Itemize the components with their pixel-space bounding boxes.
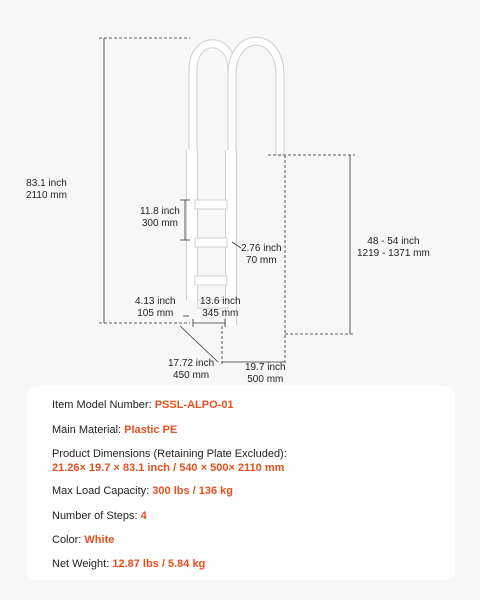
spec-steps-label: Number of Steps: [52,510,141,522]
spec-weight-label: Net Weight: [52,558,113,570]
bottom-offset-label: 4.13 inch 105 mm [135,296,176,319]
spec-model-value: PSSL-ALPO-01 [154,399,234,411]
base-width-label: 19.7 inch 500 mm [245,362,286,385]
spec-color-label: Color: [52,534,85,546]
spec-dimensions-value: 21.26× 19.7 × 83.1 inch / 540 × 500× 2110 mm [52,462,285,474]
spec-color-value: White [84,534,115,546]
spec-steps-value: 4 [140,510,147,522]
step-depth-label: 2.76 inch 70 mm [241,243,282,266]
spec-weight [52,557,205,571]
spec-model-label: Item Model Number: [52,399,155,411]
ladder-steps [195,200,228,308]
spec-color [52,533,114,547]
spec-material [52,423,177,437]
spec-model [52,398,234,412]
specifications-card [27,386,455,580]
spec-dimensions-label: Product Dimensions (Retaining Plate Excluded): [52,448,287,460]
spec-material-label: Main Material: [52,424,125,436]
spec-load [52,484,233,498]
height-total-label: 83.1 inch 2110 mm [26,178,67,201]
wall-height-label: 48 - 54 inch 1219 - 1371 mm [357,236,430,259]
spec-dimensions [52,447,287,475]
step-width-label: 13.6 inch 345 mm [200,296,241,319]
spec-steps [52,509,147,523]
spec-weight-value: 12.87 lbs / 5.84 kg [112,558,206,570]
spec-load-value: 300 lbs / 136 kg [152,485,233,497]
step-spacing-label: 11.8 inch 300 mm [140,206,180,229]
spec-load-label: Max Load Capacity: [52,485,153,497]
base-depth-label: 17.72 inch 450 mm [168,358,215,381]
spec-material-value: Plastic PE [124,424,178,436]
